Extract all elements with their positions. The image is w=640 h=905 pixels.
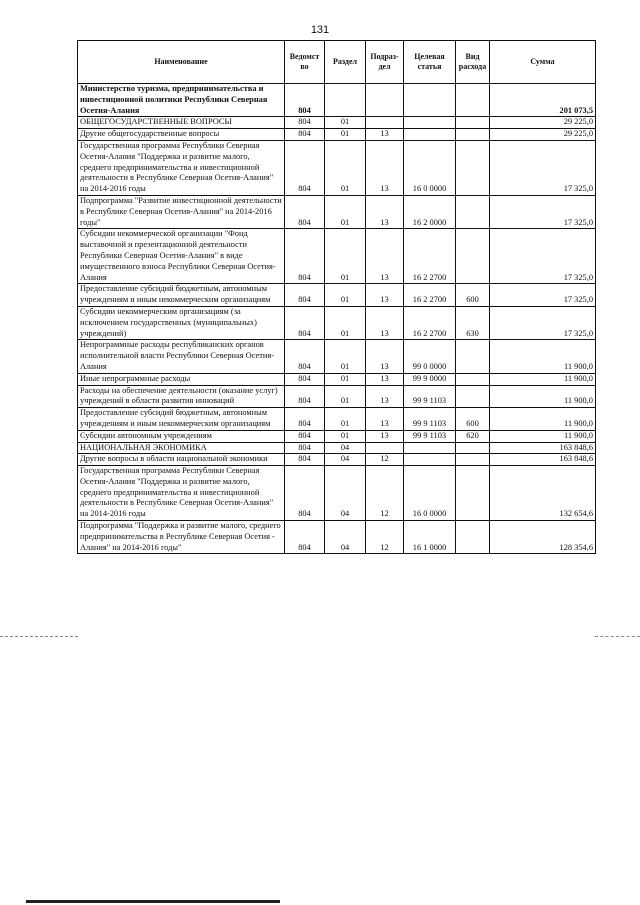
- cell-amount: 17 325,0: [490, 306, 596, 339]
- cell-amount: 11 900,0: [490, 373, 596, 385]
- cell-subsection: 13: [366, 229, 404, 284]
- cell-section: 01: [325, 284, 366, 307]
- cell-name: ОБЩЕГОСУДАРСТВЕННЫЕ ВОПРОСЫ: [78, 117, 285, 129]
- cell-dept: 804: [285, 340, 325, 373]
- cell-exp-type: [456, 454, 490, 466]
- cell-section: 01: [325, 140, 366, 195]
- table-row: [78, 454, 596, 466]
- cell-subsection: 13: [366, 385, 404, 408]
- table-row: [78, 385, 596, 408]
- cell-target: [404, 117, 456, 129]
- scan-fold-line-right: [595, 636, 640, 637]
- cell-name: Министерство туризма, предпринимательства и инвестиционной политики Республики Северная Осетия-Алания: [78, 84, 285, 117]
- cell-exp-type: 630: [456, 306, 490, 339]
- cell-section: [325, 84, 366, 117]
- cell-target: [404, 84, 456, 117]
- cell-name: Подпрограмма "Поддержка и развитие малого, среднего предпринимательства в Республике Северная Осетия - Алания" на 2014-2016 годы": [78, 521, 285, 554]
- cell-dept: 804: [285, 117, 325, 129]
- cell-target: 99 0 0000: [404, 340, 456, 373]
- cell-section: 01: [325, 408, 366, 431]
- cell-dept: 804: [285, 430, 325, 442]
- cell-exp-type: [456, 129, 490, 141]
- cell-exp-type: 600: [456, 284, 490, 307]
- cell-name: Предоставление субсидий бюджетным, автономным учреждениям и иным некоммерческим организациям: [78, 408, 285, 431]
- cell-exp-type: [456, 373, 490, 385]
- cell-name: Субсидии некоммерческой организации "Фонд выставочной и презентационной деятельности Республики Северная Осетия-Алания" в виде имущественного взноса Республики Северная Осетия-Алания: [78, 229, 285, 284]
- cell-amount: 201 073,5: [490, 84, 596, 117]
- cell-subsection: [366, 117, 404, 129]
- cell-amount: 11 900,0: [490, 430, 596, 442]
- cell-section: 01: [325, 229, 366, 284]
- cell-name: Непрограммные расходы республиканских органов исполнительной власти Республики Северная Осетия-Алания: [78, 340, 285, 373]
- cell-subsection: 13: [366, 129, 404, 141]
- cell-section: 04: [325, 466, 366, 521]
- table-row: [78, 195, 596, 228]
- cell-exp-type: [456, 140, 490, 195]
- cell-name: Субсидии автономным учреждениям: [78, 430, 285, 442]
- budget-table: [77, 40, 596, 554]
- cell-subsection: 13: [366, 408, 404, 431]
- table-row: [78, 442, 596, 454]
- table-row: [78, 466, 596, 521]
- header-name: Наименование: [78, 41, 285, 84]
- cell-dept: 804: [285, 140, 325, 195]
- cell-subsection: 13: [366, 340, 404, 373]
- cell-exp-type: [456, 229, 490, 284]
- cell-name: Иные непрограммные расходы: [78, 373, 285, 385]
- table-row: [78, 306, 596, 339]
- table-row: [78, 521, 596, 554]
- cell-subsection: [366, 84, 404, 117]
- cell-exp-type: [456, 84, 490, 117]
- cell-dept: 804: [285, 466, 325, 521]
- cell-dept: 804: [285, 306, 325, 339]
- cell-subsection: 13: [366, 430, 404, 442]
- cell-name: НАЦИОНАЛЬНАЯ ЭКОНОМИКА: [78, 442, 285, 454]
- header-section: Раздел: [325, 41, 366, 84]
- scan-fold-line-left: [0, 636, 78, 637]
- cell-dept: 804: [285, 373, 325, 385]
- cell-amount: 128 354,6: [490, 521, 596, 554]
- header-subsection: Подраз- дел: [366, 41, 404, 84]
- cell-target: 99 9 1103: [404, 385, 456, 408]
- cell-target: [404, 129, 456, 141]
- table-row: [78, 430, 596, 442]
- cell-section: 01: [325, 129, 366, 141]
- cell-name: Расходы на обеспечение деятельности (оказание услуг) учреждений в области развития инноваций: [78, 385, 285, 408]
- cell-target: [404, 442, 456, 454]
- cell-exp-type: [456, 340, 490, 373]
- header-amount: Сумма: [490, 41, 596, 84]
- cell-section: 01: [325, 195, 366, 228]
- cell-section: 01: [325, 385, 366, 408]
- cell-name: Подпрограмма "Развитие инвестиционной деятельности в Республике Северная Осетия-Алания" на 2014-2016 годы": [78, 195, 285, 228]
- cell-amount: 11 900,0: [490, 408, 596, 431]
- table-row: [78, 340, 596, 373]
- cell-target: 16 2 2700: [404, 284, 456, 307]
- cell-exp-type: 620: [456, 430, 490, 442]
- cell-exp-type: [456, 466, 490, 521]
- cell-exp-type: [456, 521, 490, 554]
- cell-target: 16 2 0000: [404, 195, 456, 228]
- header-dept: Ведомст во: [285, 41, 325, 84]
- cell-subsection: 12: [366, 521, 404, 554]
- cell-name: Государственная программа Республики Северная Осетия-Алания "Поддержка и развитие малого, среднего предпринимательства и инвестиционной деятельности в Республике Северная Осетия-Алания" на 2014-2016 годы: [78, 466, 285, 521]
- cell-section: 04: [325, 521, 366, 554]
- cell-amount: 163 848,6: [490, 454, 596, 466]
- cell-section: 01: [325, 117, 366, 129]
- cell-subsection: 13: [366, 284, 404, 307]
- table-row: [78, 84, 596, 117]
- cell-section: 01: [325, 430, 366, 442]
- table-row: [78, 373, 596, 385]
- header-target: Целевая статья: [404, 41, 456, 84]
- cell-name: Предоставление субсидий бюджетным, автономным учреждениям и иным некоммерческим организациям: [78, 284, 285, 307]
- cell-section: 01: [325, 306, 366, 339]
- cell-amount: 17 325,0: [490, 140, 596, 195]
- cell-amount: 132 654,6: [490, 466, 596, 521]
- cell-subsection: 13: [366, 140, 404, 195]
- cell-subsection: 13: [366, 373, 404, 385]
- table-row: [78, 284, 596, 307]
- cell-dept: 804: [285, 195, 325, 228]
- cell-exp-type: [456, 442, 490, 454]
- cell-amount: 17 325,0: [490, 284, 596, 307]
- cell-amount: 17 325,0: [490, 229, 596, 284]
- header-exp-type: Вид расхода: [456, 41, 490, 84]
- cell-amount: 29 225,0: [490, 129, 596, 141]
- cell-target: [404, 454, 456, 466]
- cell-subsection: 12: [366, 454, 404, 466]
- cell-amount: 29 225,0: [490, 117, 596, 129]
- cell-target: 99 9 1103: [404, 430, 456, 442]
- cell-section: 04: [325, 442, 366, 454]
- cell-exp-type: 600: [456, 408, 490, 431]
- cell-target: 16 0 0000: [404, 140, 456, 195]
- cell-dept: 804: [285, 408, 325, 431]
- cell-dept: 804: [285, 284, 325, 307]
- cell-dept: 804: [285, 454, 325, 466]
- table-row: [78, 117, 596, 129]
- cell-name: Субсидии некоммерческим организациям (за исключением государственных (муниципальных) учреждений): [78, 306, 285, 339]
- cell-subsection: 12: [366, 466, 404, 521]
- cell-subsection: 13: [366, 306, 404, 339]
- footer-rule: [26, 900, 280, 903]
- cell-section: 01: [325, 373, 366, 385]
- table-row: [78, 140, 596, 195]
- table-header-row: [78, 41, 596, 84]
- cell-amount: 17 325,0: [490, 195, 596, 228]
- cell-name: Другие вопросы в области национальной экономики: [78, 454, 285, 466]
- cell-target: 16 2 2700: [404, 229, 456, 284]
- cell-exp-type: [456, 117, 490, 129]
- cell-exp-type: [456, 195, 490, 228]
- table-row: [78, 408, 596, 431]
- cell-target: 16 0 0000: [404, 466, 456, 521]
- cell-dept: 804: [285, 442, 325, 454]
- cell-amount: 163 848,6: [490, 442, 596, 454]
- cell-target: 99 9 0000: [404, 373, 456, 385]
- cell-amount: 11 900,0: [490, 340, 596, 373]
- cell-target: 16 1 0000: [404, 521, 456, 554]
- cell-dept: 804: [285, 129, 325, 141]
- cell-dept: 804: [285, 229, 325, 284]
- cell-name: Другие общегосударственные вопросы: [78, 129, 285, 141]
- table-row: [78, 229, 596, 284]
- cell-section: 04: [325, 454, 366, 466]
- cell-target: 99 9 1103: [404, 408, 456, 431]
- cell-subsection: 13: [366, 195, 404, 228]
- page-number: 131: [310, 24, 330, 36]
- cell-dept: 804: [285, 385, 325, 408]
- table-row: [78, 129, 596, 141]
- cell-amount: 11 900,0: [490, 385, 596, 408]
- cell-name: Государственная программа Республики Северная Осетия-Алания "Поддержка и развитие малого, среднего предпринимательства и инвестиционной деятельности в Республике Северная Осетия-Алания" на 2014-2016 годы: [78, 140, 285, 195]
- cell-section: 01: [325, 340, 366, 373]
- cell-subsection: [366, 442, 404, 454]
- cell-dept: 804: [285, 84, 325, 117]
- cell-exp-type: [456, 385, 490, 408]
- cell-target: 16 2 2700: [404, 306, 456, 339]
- cell-dept: 804: [285, 521, 325, 554]
